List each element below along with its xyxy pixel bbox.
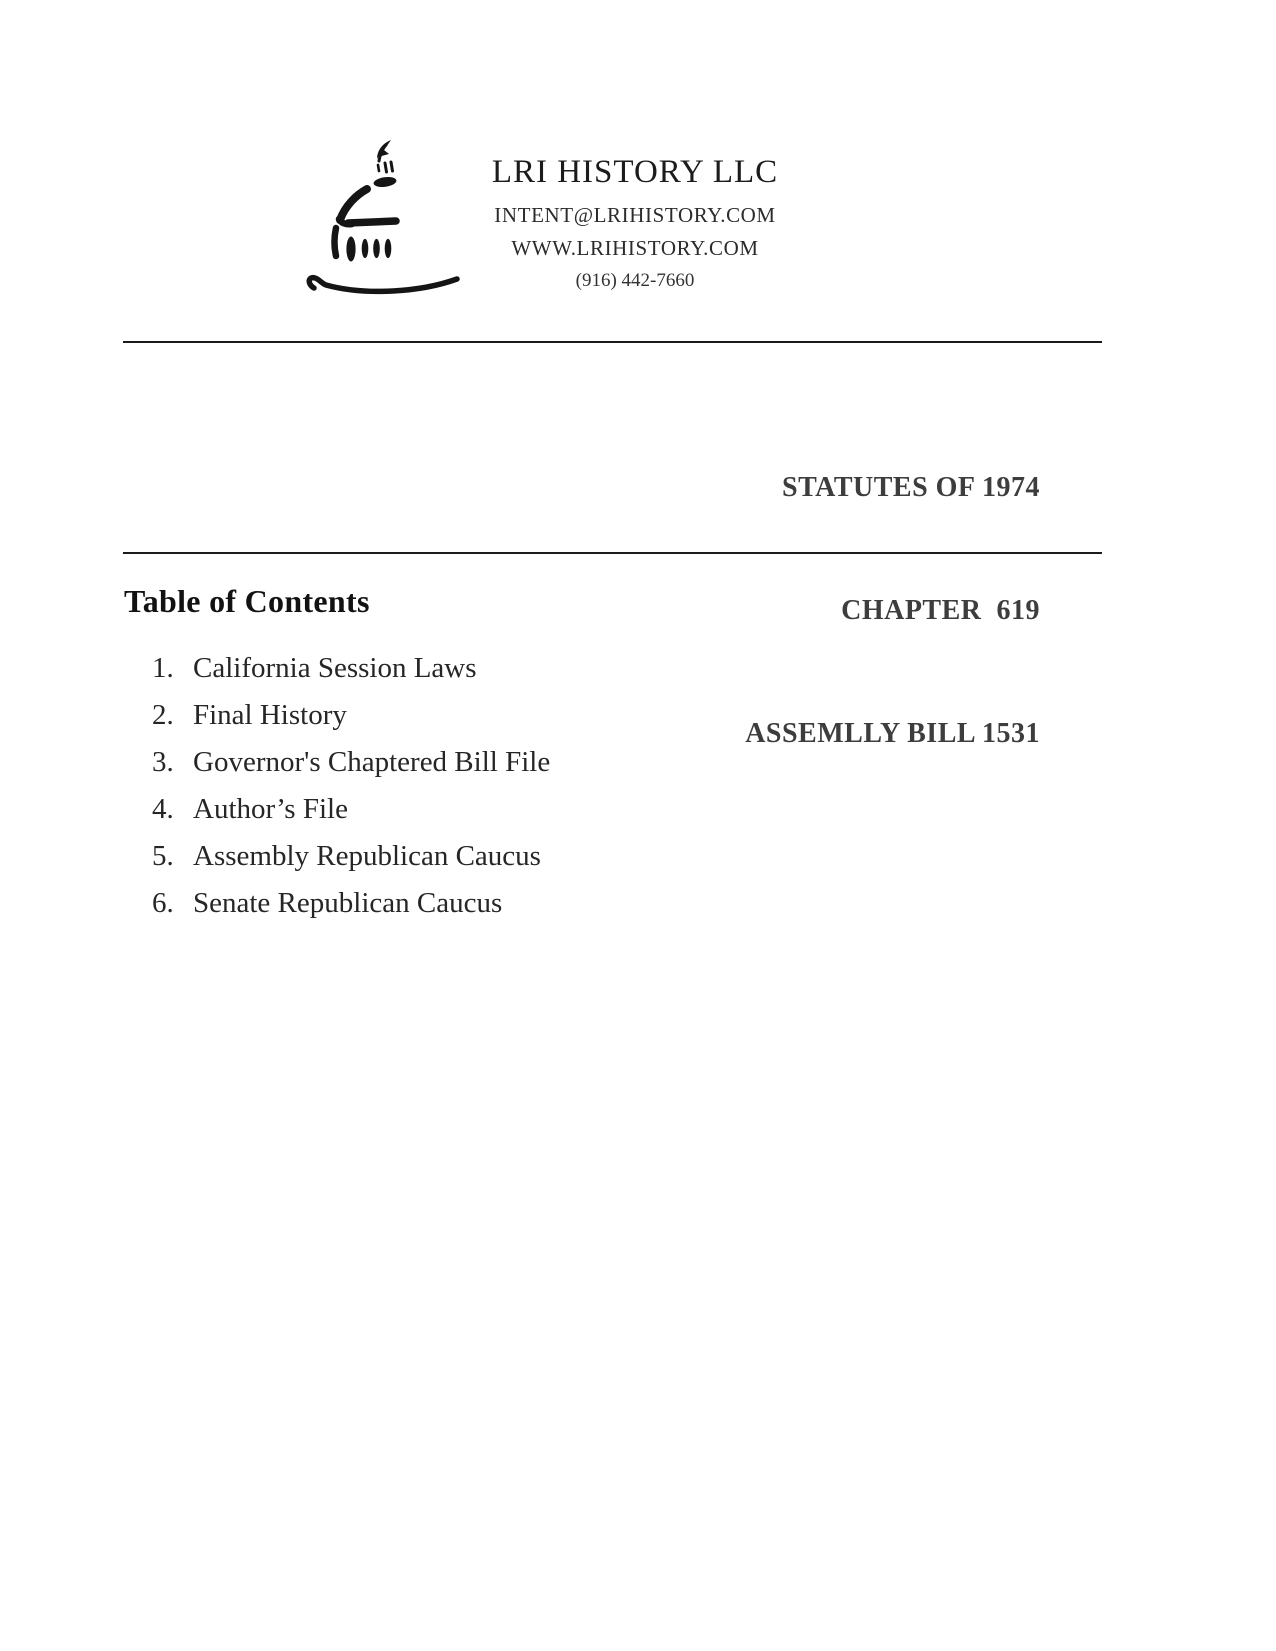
letterhead: [452, 152, 818, 296]
toc-item-label: Author’s File: [193, 793, 348, 825]
toc-item-label: Assembly Republican Caucus: [193, 840, 541, 872]
horizontal-rule-bottom: [123, 552, 1102, 554]
statutes-year-line: STATUTES OF 1974: [782, 472, 1040, 503]
toc-item: [152, 692, 550, 739]
toc-item: [152, 645, 550, 692]
statute-title-block: [745, 385, 1040, 836]
toc-item-label: Final History: [193, 699, 347, 731]
toc-item: [152, 880, 550, 927]
toc-item: [152, 739, 550, 786]
toc-item: [152, 786, 550, 833]
chapter-line: CHAPTER 619: [841, 595, 1040, 626]
company-phone: (916) 442-7660: [575, 270, 695, 291]
assembly-bill-line: ASSEMLLY BILL 1531: [745, 718, 1040, 749]
toc-item: [152, 833, 550, 880]
company-name: LRI HISTORY LLC: [491, 154, 779, 190]
horizontal-rule-top: [123, 341, 1102, 343]
toc-item-number: 3.: [152, 746, 174, 778]
toc-item-number: 4.: [152, 793, 174, 825]
capitol-dome-logo-icon: [293, 127, 471, 305]
toc-item-label: Senate Republican Caucus: [193, 887, 503, 919]
toc-item-label: Governor's Chaptered Bill File: [193, 746, 551, 778]
toc-item-label: California Session Laws: [193, 652, 477, 684]
toc-item-number: 1.: [152, 652, 174, 684]
toc-title: Table of Contents: [124, 583, 370, 619]
toc-list: [152, 645, 550, 927]
toc-item-number: 6.: [152, 887, 174, 919]
company-email: INTENT@LRIHISTORY.COM: [494, 203, 776, 227]
toc-item-number: 5.: [152, 840, 174, 872]
company-website: WWW.LRIHISTORY.COM: [511, 236, 759, 260]
toc-item-number: 2.: [152, 699, 174, 731]
